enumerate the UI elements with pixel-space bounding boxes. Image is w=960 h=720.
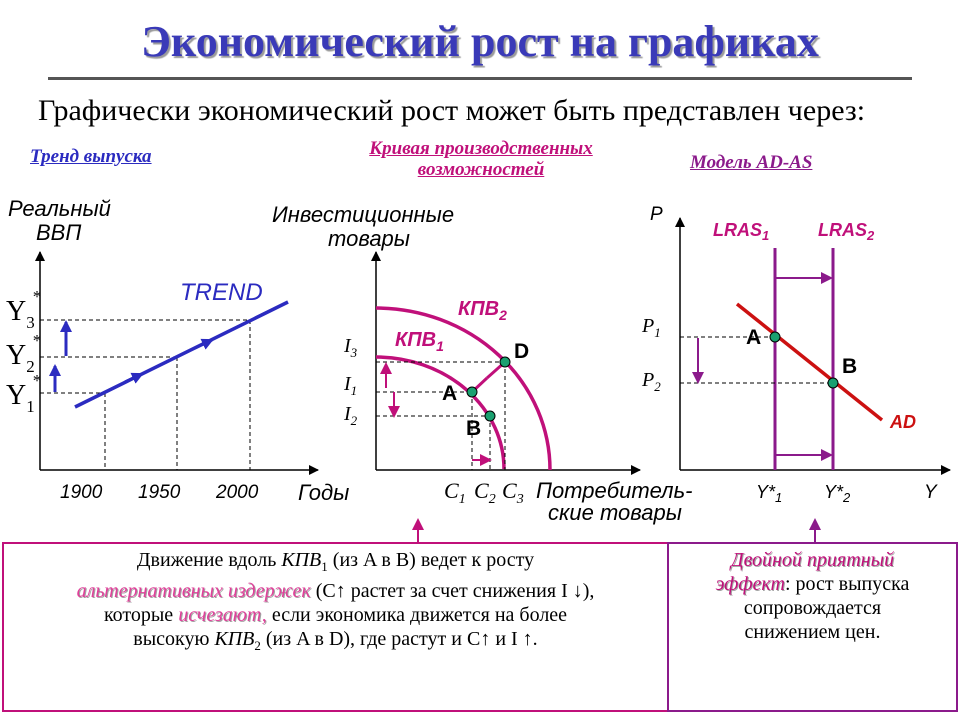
kpv-point-b-label: B: [466, 417, 482, 440]
adas-lras-1-label: $LRAS_1$: [713, 220, 770, 243]
explanation-kpv-line-4: высокую $КПВ_2$ (из A в D), где растут и C↑ и I ↑.: [133, 628, 538, 653]
explanation-kpv-line-3: которые исчезают, если экономика движется на более: [103, 604, 568, 626]
explanation-adas-text: [669, 544, 956, 644]
kpv-point-d: [500, 357, 510, 367]
trend-y-tick-y3: [6, 287, 41, 332]
svg-text:Y3*: $Y_3*$: [6, 287, 42, 332]
adas-point-a-label: A: [746, 326, 762, 349]
trend-y-tick-y1: [6, 371, 41, 416]
kpv-x-tick-c1: $C_1$: [444, 478, 466, 507]
explanation-adas-line-3: сопровождается: [743, 597, 882, 619]
section-label-trend: Тренд выпуска: [30, 146, 152, 167]
kpv-x-tick-c3: $C_3$: [502, 478, 524, 507]
kpv-point-a-label: A: [442, 382, 458, 405]
section-label-adas: Модель AD-AS: [690, 152, 813, 173]
trend-x-label: Годы: [298, 480, 350, 505]
adas-p-tick-1: $P_1$: [642, 315, 661, 340]
kpv-curve-1-label: $КПВ_1$: [395, 329, 444, 354]
intro-text: Графически экономический рост может быть представлен через:: [38, 94, 866, 127]
kpv-x-label-2: ские товары: [548, 500, 682, 525]
section-label-kpv: Кривая производственных возможностей: [369, 138, 593, 180]
kpv-y-tick-i1: $I_1$: [344, 373, 358, 398]
explanation-kpv-line-1: Движение вдоль $КПВ_1$ (из A в B) ведет к росту: [136, 549, 535, 574]
svg-text:Y2*: $Y_2*$: [6, 331, 42, 376]
kpv-y-label-2: товары: [328, 226, 410, 251]
kpv-y-tick-i3: $I_3$: [344, 335, 358, 360]
trend-x-tick-1950: 1950: [138, 482, 181, 503]
page-title: Экономический рост на графиках: [141, 17, 819, 66]
trend-y-tick-y2: [6, 331, 41, 376]
kpv-chart: [272, 202, 692, 525]
explanation-adas-line-1: Двойной приятный: [730, 549, 895, 571]
trend-x-tick-1900: 1900: [60, 482, 103, 503]
adas-point-b-label: B: [842, 355, 858, 378]
adas-y-label: P: [650, 204, 663, 225]
adas-ad-curve: [737, 304, 882, 420]
trend-arrow-1: [125, 374, 142, 382]
kpv-curve-1: [376, 357, 504, 469]
kpv-x-tick-c2: $C_2$: [474, 478, 496, 507]
trend-y-label-1: Реальный: [8, 196, 111, 221]
trend-y-label-2: ВВП: [36, 220, 82, 245]
adas-point-a: [770, 332, 780, 342]
explanation-adas-line-4: снижением цен.: [744, 621, 881, 643]
trend-x-tick-2000: 2000: [216, 482, 259, 503]
explanation-adas-line-2: эффект: рост выпуска: [715, 573, 910, 595]
adas-p-tick-2: $P_2$: [642, 369, 661, 394]
adas-chart: [641, 204, 950, 505]
adas-y-tick-1: $Y*_1$: [756, 482, 783, 505]
kpv-point-b: [485, 411, 495, 421]
adas-y-tick-2: $Y*_2$: [824, 482, 851, 505]
trend-label: TREND: [180, 279, 263, 306]
kpv-point-d-label: D: [514, 340, 530, 363]
adas-lras-2-label: $LRAS_2$: [818, 220, 875, 243]
trend-line: [75, 302, 288, 407]
kpv-curve-2-label: $КПВ_2$: [458, 298, 507, 323]
svg-text:Y1*: $Y_1*$: [6, 371, 42, 416]
explanation-kpv-line-2: альтернативных издержек (C↑ растет за счет снижения I ↓),: [76, 580, 595, 602]
adas-x-label: Y: [924, 482, 937, 503]
explanation-box-adas: [667, 542, 958, 712]
adas-ad-label: AD: [890, 412, 916, 432]
kpv-x-label-1: Потребитель-: [536, 478, 693, 503]
kpv-y-label-1: Инвестиционные: [272, 202, 455, 227]
adas-point-b: [828, 378, 838, 388]
explanation-kpv-text: [4, 544, 667, 658]
kpv-point-a: [467, 387, 477, 397]
trend-arrow-2: [195, 340, 212, 348]
trend-chart: [6, 196, 349, 505]
kpv-y-tick-i2: $I_2$: [344, 403, 358, 428]
explanation-box-kpv: [2, 542, 669, 712]
